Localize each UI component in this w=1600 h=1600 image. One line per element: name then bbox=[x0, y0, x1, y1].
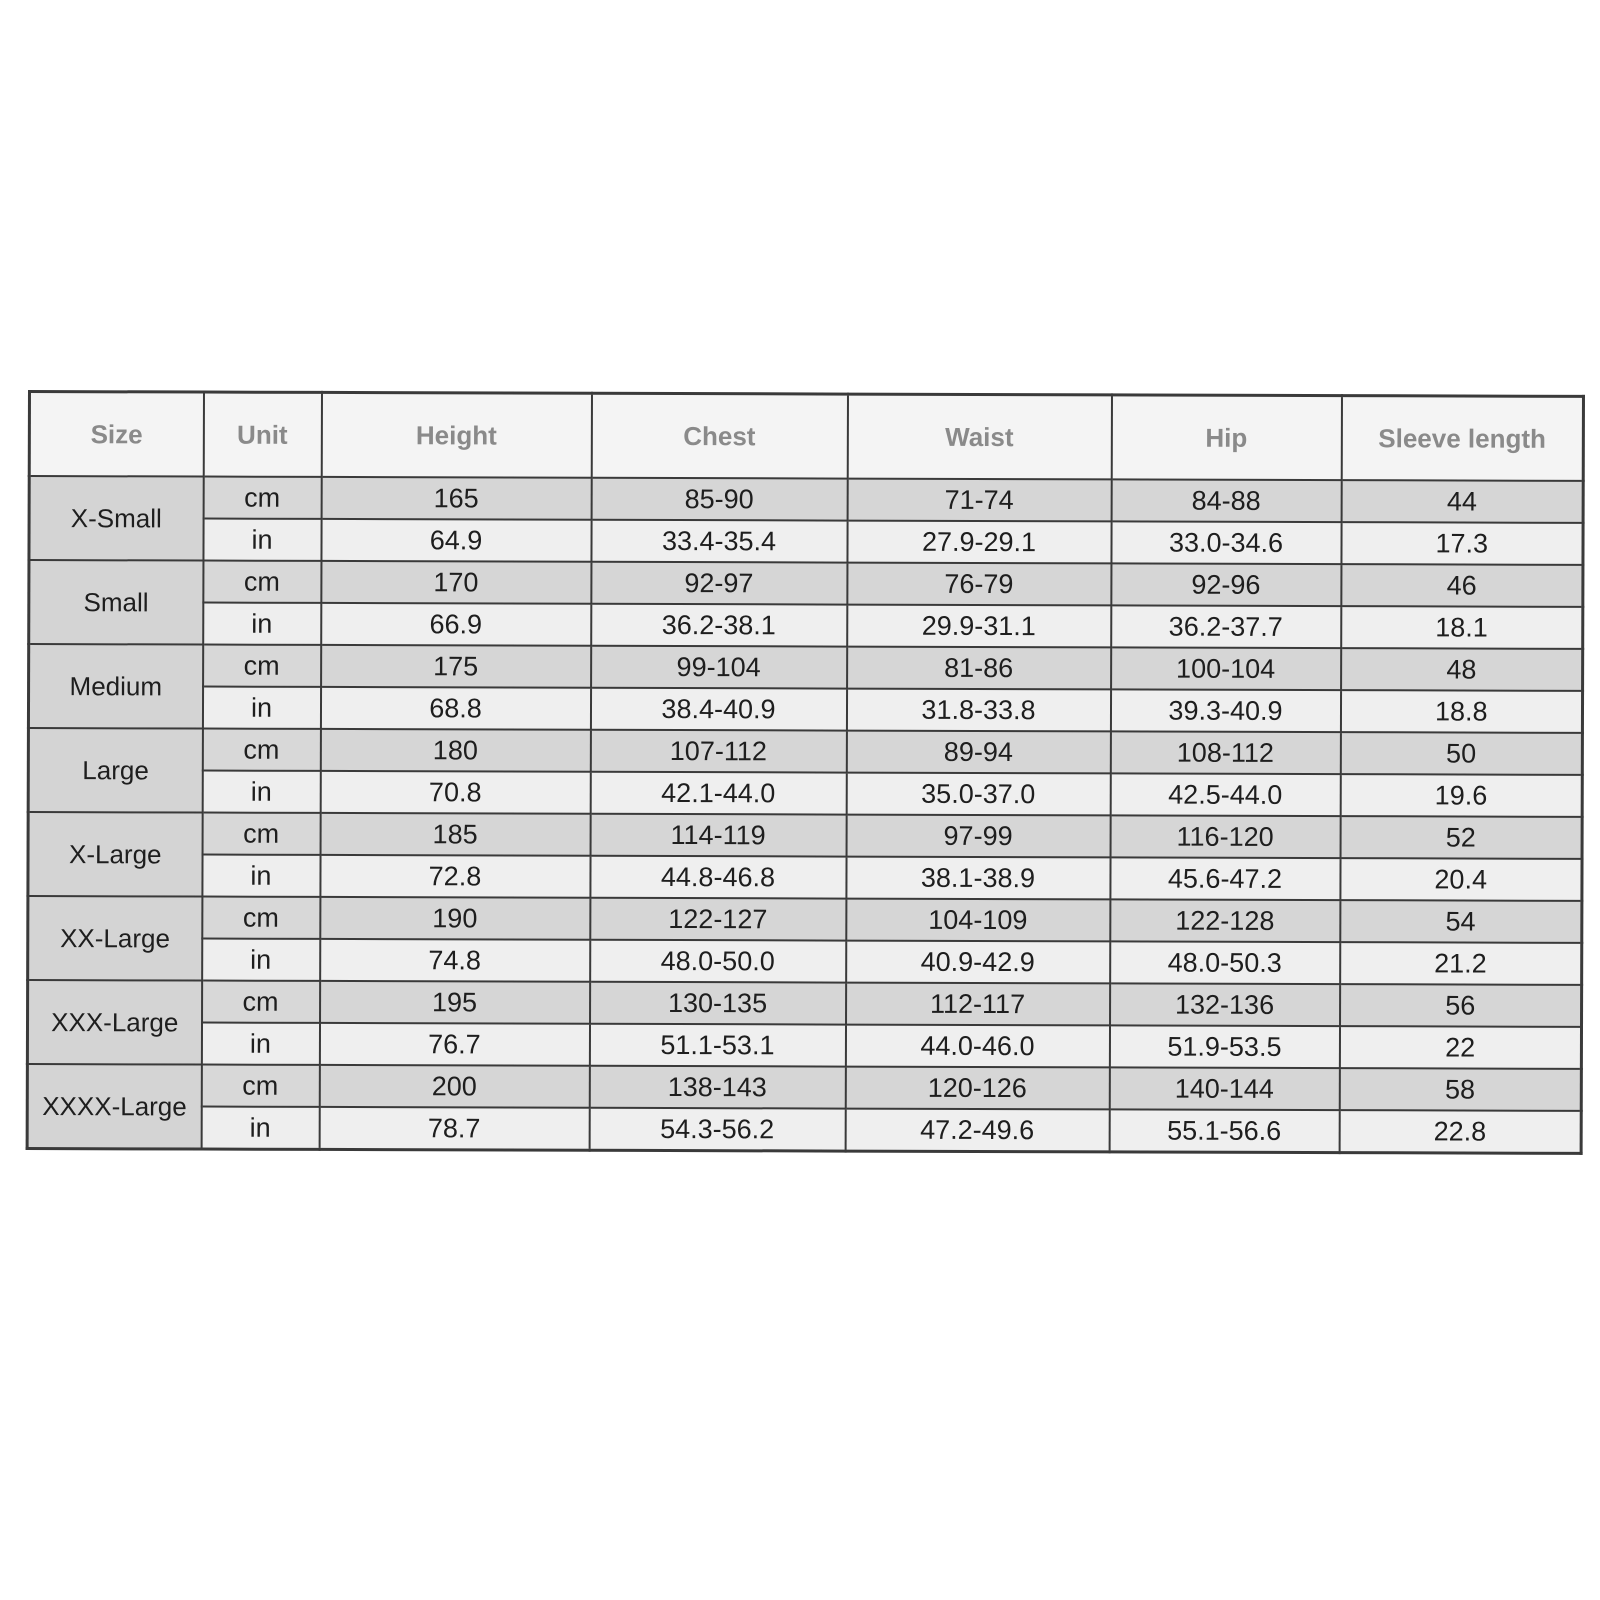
table-row bbox=[28, 896, 1582, 943]
height-cell: 74.8 bbox=[320, 939, 590, 982]
chest-cell: 54.3-56.2 bbox=[589, 1108, 845, 1151]
unit-cell: cm bbox=[203, 645, 321, 687]
waist-cell: 120-126 bbox=[845, 1067, 1109, 1110]
chest-cell: 36.2-38.1 bbox=[591, 604, 847, 647]
sleeve-length-cell: 22 bbox=[1339, 1026, 1581, 1069]
header-row bbox=[29, 392, 1583, 481]
size-name-cell: XXX-Large bbox=[27, 980, 201, 1065]
height-cell: 165 bbox=[321, 477, 591, 520]
sleeve-length-cell: 48 bbox=[1341, 648, 1583, 691]
sleeve-length-cell: 50 bbox=[1340, 732, 1582, 775]
hip-cell: 33.0-34.6 bbox=[1111, 521, 1341, 564]
waist-cell: 35.0-37.0 bbox=[846, 773, 1110, 816]
unit-cell: in bbox=[203, 519, 321, 561]
waist-cell: 89-94 bbox=[846, 731, 1110, 774]
unit-cell: cm bbox=[202, 729, 320, 771]
chest-cell: 33.4-35.4 bbox=[591, 520, 847, 563]
table-row bbox=[28, 980, 1582, 1027]
table-row bbox=[28, 728, 1582, 775]
height-cell: 170 bbox=[321, 561, 591, 604]
unit-cell: in bbox=[201, 1023, 319, 1065]
chest-cell: 48.0-50.0 bbox=[590, 940, 846, 983]
waist-cell: 38.1-38.9 bbox=[846, 857, 1110, 900]
size-name-cell: X-Small bbox=[29, 476, 203, 561]
height-cell: 195 bbox=[320, 981, 590, 1024]
height-cell: 66.9 bbox=[321, 603, 591, 646]
unit-cell: in bbox=[202, 855, 320, 897]
chest-cell: 44.8-46.8 bbox=[590, 856, 846, 899]
sleeve-length-cell: 18.8 bbox=[1340, 690, 1582, 733]
sleeve-length-cell: 20.4 bbox=[1340, 858, 1582, 901]
height-cell: 180 bbox=[320, 729, 590, 772]
hip-cell: 42.5-44.0 bbox=[1110, 773, 1340, 816]
height-cell: 185 bbox=[320, 813, 590, 856]
waist-cell: 76-79 bbox=[847, 563, 1111, 606]
sleeve-length-cell: 54 bbox=[1340, 900, 1582, 943]
table-row bbox=[29, 560, 1583, 607]
waist-cell: 27.9-29.1 bbox=[847, 521, 1111, 564]
table-row bbox=[29, 602, 1583, 649]
hip-cell: 140-144 bbox=[1109, 1067, 1339, 1110]
size-name-cell: Medium bbox=[28, 644, 202, 729]
size-chart-table bbox=[26, 390, 1585, 1155]
sleeve-length-cell: 46 bbox=[1341, 564, 1583, 607]
table-row bbox=[28, 854, 1582, 901]
hip-cell: 48.0-50.3 bbox=[1110, 941, 1340, 984]
waist-cell: 81-86 bbox=[847, 647, 1111, 690]
header-chest: Chest bbox=[591, 393, 847, 478]
header-sleeve-length: Sleeve length bbox=[1341, 396, 1583, 481]
hip-cell: 55.1-56.6 bbox=[1109, 1109, 1339, 1152]
sleeve-length-cell: 56 bbox=[1340, 984, 1582, 1027]
unit-cell: cm bbox=[203, 477, 321, 519]
hip-cell: 45.6-47.2 bbox=[1110, 857, 1340, 900]
hip-cell: 100-104 bbox=[1111, 647, 1341, 690]
chest-cell: 92-97 bbox=[591, 562, 847, 605]
chest-cell: 107-112 bbox=[590, 730, 846, 773]
waist-cell: 29.9-31.1 bbox=[847, 605, 1111, 648]
unit-cell: in bbox=[202, 939, 320, 981]
height-cell: 70.8 bbox=[320, 771, 590, 814]
height-cell: 78.7 bbox=[319, 1107, 589, 1150]
chest-cell: 138-143 bbox=[589, 1066, 845, 1109]
table-row bbox=[27, 1064, 1581, 1111]
hip-cell: 122-128 bbox=[1110, 899, 1340, 942]
hip-cell: 51.9-53.5 bbox=[1109, 1025, 1339, 1068]
sleeve-length-cell: 18.1 bbox=[1341, 606, 1583, 649]
chest-cell: 130-135 bbox=[590, 982, 846, 1025]
table-row bbox=[29, 518, 1583, 565]
chest-cell: 51.1-53.1 bbox=[589, 1024, 845, 1067]
size-name-cell: X-Large bbox=[28, 812, 202, 897]
height-cell: 175 bbox=[321, 645, 591, 688]
unit-cell: in bbox=[202, 771, 320, 813]
size-name-cell: XXXX-Large bbox=[27, 1064, 201, 1149]
table-row bbox=[27, 1106, 1581, 1153]
sleeve-length-cell: 17.3 bbox=[1341, 522, 1583, 565]
size-chart-body bbox=[27, 476, 1583, 1153]
size-name-cell: Small bbox=[29, 560, 203, 645]
waist-cell: 44.0-46.0 bbox=[845, 1025, 1109, 1068]
chest-cell: 99-104 bbox=[591, 646, 847, 689]
table-row bbox=[27, 1022, 1581, 1069]
header-height: Height bbox=[321, 392, 591, 477]
hip-cell: 108-112 bbox=[1110, 731, 1340, 774]
height-cell: 72.8 bbox=[320, 855, 590, 898]
header-hip: Hip bbox=[1111, 395, 1341, 480]
waist-cell: 40.9-42.9 bbox=[846, 941, 1110, 984]
chest-cell: 38.4-40.9 bbox=[590, 688, 846, 731]
sleeve-length-cell: 19.6 bbox=[1340, 774, 1582, 817]
waist-cell: 104-109 bbox=[846, 899, 1110, 942]
sleeve-length-cell: 58 bbox=[1339, 1068, 1581, 1111]
unit-cell: in bbox=[202, 687, 320, 729]
unit-cell: cm bbox=[202, 897, 320, 939]
hip-cell: 36.2-37.7 bbox=[1111, 605, 1341, 648]
waist-cell: 112-117 bbox=[846, 983, 1110, 1026]
hip-cell: 84-88 bbox=[1111, 479, 1341, 522]
height-cell: 76.7 bbox=[319, 1023, 589, 1066]
unit-cell: cm bbox=[201, 1065, 319, 1107]
header-unit: Unit bbox=[203, 392, 321, 477]
table-row bbox=[28, 770, 1582, 817]
height-cell: 200 bbox=[319, 1065, 589, 1108]
size-name-cell: Large bbox=[28, 728, 202, 813]
chest-cell: 42.1-44.0 bbox=[590, 772, 846, 815]
table-row bbox=[28, 686, 1582, 733]
table-row bbox=[29, 644, 1583, 691]
unit-cell: cm bbox=[202, 813, 320, 855]
waist-cell: 31.8-33.8 bbox=[846, 689, 1110, 732]
table-row bbox=[28, 812, 1582, 859]
table-row bbox=[28, 938, 1582, 985]
unit-cell: in bbox=[203, 603, 321, 645]
chest-cell: 114-119 bbox=[590, 814, 846, 857]
chest-cell: 85-90 bbox=[591, 478, 847, 521]
sleeve-length-cell: 44 bbox=[1341, 480, 1583, 523]
waist-cell: 47.2-49.6 bbox=[845, 1109, 1109, 1152]
header-size: Size bbox=[29, 392, 203, 477]
waist-cell: 71-74 bbox=[847, 479, 1111, 522]
unit-cell: in bbox=[201, 1107, 319, 1150]
size-name-cell: XX-Large bbox=[28, 896, 202, 981]
size-chart-container bbox=[26, 390, 1582, 1155]
waist-cell: 97-99 bbox=[846, 815, 1110, 858]
unit-cell: cm bbox=[202, 981, 320, 1023]
header-waist: Waist bbox=[847, 394, 1111, 479]
height-cell: 64.9 bbox=[321, 519, 591, 562]
hip-cell: 132-136 bbox=[1110, 983, 1340, 1026]
sleeve-length-cell: 21.2 bbox=[1340, 942, 1582, 985]
sleeve-length-cell: 22.8 bbox=[1339, 1110, 1581, 1153]
height-cell: 68.8 bbox=[320, 687, 590, 730]
hip-cell: 92-96 bbox=[1111, 563, 1341, 606]
hip-cell: 39.3-40.9 bbox=[1110, 689, 1340, 732]
chest-cell: 122-127 bbox=[590, 898, 846, 941]
height-cell: 190 bbox=[320, 897, 590, 940]
hip-cell: 116-120 bbox=[1110, 815, 1340, 858]
table-row bbox=[29, 476, 1583, 523]
sleeve-length-cell: 52 bbox=[1340, 816, 1582, 859]
unit-cell: cm bbox=[203, 561, 321, 603]
